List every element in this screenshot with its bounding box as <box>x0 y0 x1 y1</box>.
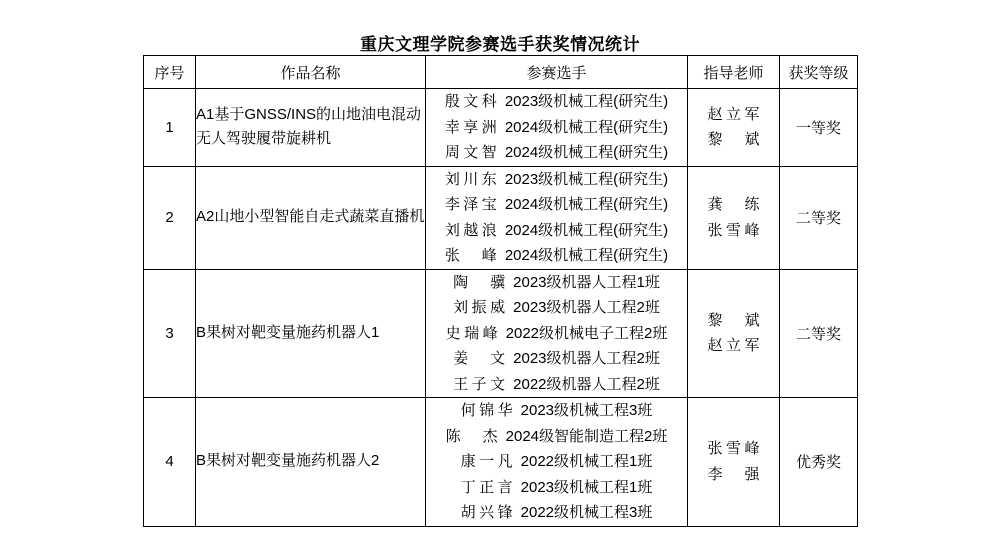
list-item <box>426 475 687 501</box>
member-name: 李泽宝 <box>444 196 497 213</box>
table-header-row <box>144 56 858 89</box>
list-item <box>426 321 687 347</box>
list-item <box>426 500 687 526</box>
member-name: 陶 骥 <box>453 273 506 291</box>
member-info: 2022级机械电子工程2班 <box>505 324 668 342</box>
coach-name: 赵立军 <box>707 337 760 355</box>
member-info: 2022级机械工程3班 <box>520 504 653 521</box>
cell-no: 2 <box>144 166 196 269</box>
member-info: 2023级机器人工程1班 <box>513 273 660 291</box>
cell-award: 二等奖 <box>780 166 858 269</box>
coach-item <box>688 333 779 359</box>
coach-item <box>688 102 779 128</box>
coach-name: 李 强 <box>707 465 760 483</box>
cell-work: B果树对靶变量施药机器人1 <box>196 269 426 398</box>
cell-coach <box>688 166 780 269</box>
column-header-no: 序号 <box>144 56 196 89</box>
cell-team <box>426 269 688 398</box>
member-name: 刘川东 <box>444 170 497 188</box>
member-name: 幸享洲 <box>444 118 497 136</box>
award-table-container <box>143 55 857 527</box>
cell-coach <box>688 269 780 398</box>
member-info: 2022级机器人工程2班 <box>513 375 660 393</box>
cell-coach <box>688 398 780 527</box>
list-item <box>426 449 687 475</box>
table-row <box>144 398 858 527</box>
cell-award: 一等奖 <box>780 89 858 167</box>
cell-no: 3 <box>144 269 196 398</box>
list-item <box>426 192 687 218</box>
coach-name: 张雪峰 <box>707 440 760 458</box>
cell-work: A2山地小型智能自走式蔬菜直播机 <box>196 166 426 269</box>
list-item <box>426 270 687 296</box>
coach-name: 龚 练 <box>707 196 760 213</box>
member-info: 2023级机械工程1班 <box>520 478 653 496</box>
member-name: 胡兴锋 <box>460 504 513 521</box>
member-info: 2024级机械工程(研究生) <box>504 247 669 264</box>
list-item <box>426 218 687 244</box>
member-name: 殷文科 <box>444 93 497 110</box>
coach-item <box>688 436 779 462</box>
member-name: 刘振威 <box>453 299 506 316</box>
list-item <box>426 295 687 321</box>
list-item <box>426 140 687 166</box>
list-item <box>426 346 687 372</box>
member-name: 何锦华 <box>460 402 513 419</box>
member-info: 2024级智能制造工程2班 <box>505 427 668 445</box>
cell-work: A1基于GNSS/INS的山地油电混动无人驾驶履带旋耕机 <box>196 89 426 167</box>
member-info: 2024级机械工程(研究生) <box>504 144 669 161</box>
coach-name: 赵立军 <box>707 105 760 123</box>
coach-name: 张雪峰 <box>707 221 760 239</box>
member-name: 刘越浪 <box>444 221 497 239</box>
coach-name: 黎 斌 <box>707 311 760 329</box>
list-item <box>426 167 687 193</box>
table-body <box>144 89 858 527</box>
coach-item <box>688 462 779 488</box>
cell-no: 4 <box>144 398 196 527</box>
list-item <box>426 424 687 450</box>
cell-team <box>426 89 688 167</box>
cell-award: 优秀奖 <box>780 398 858 527</box>
list-item <box>426 243 687 269</box>
member-info: 2024级机械工程(研究生) <box>504 221 669 239</box>
page-title: 重庆文理学院参赛选手获奖情况统计 <box>360 35 640 54</box>
table-header <box>144 56 858 89</box>
member-info: 2023级机械工程(研究生) <box>504 170 669 188</box>
member-name: 陈 杰 <box>445 427 498 445</box>
list-item <box>426 89 687 115</box>
list-item <box>426 115 687 141</box>
member-info: 2023级机械工程3班 <box>520 402 653 419</box>
member-name: 史瑞峰 <box>445 324 498 342</box>
cell-team <box>426 398 688 527</box>
coach-item <box>688 192 779 218</box>
member-info: 2024级机械工程(研究生) <box>504 118 669 136</box>
coach-item <box>688 127 779 153</box>
award-table <box>143 55 858 527</box>
cell-team <box>426 166 688 269</box>
member-info: 2022级机械工程1班 <box>520 453 653 470</box>
cell-work: B果树对靶变量施药机器人2 <box>196 398 426 527</box>
table-row <box>144 89 858 167</box>
member-name: 张 峰 <box>444 247 497 264</box>
member-info: 2023级机械工程(研究生) <box>504 93 669 110</box>
member-info: 2024级机械工程(研究生) <box>504 196 669 213</box>
list-item <box>426 372 687 398</box>
column-header-work: 作品名称 <box>196 56 426 89</box>
column-header-team: 参赛选手 <box>426 56 688 89</box>
member-name: 王子文 <box>453 375 506 393</box>
coach-item <box>688 308 779 334</box>
list-item <box>426 398 687 424</box>
member-name: 康一凡 <box>460 453 513 470</box>
column-header-coach: 指导老师 <box>688 56 780 89</box>
coach-name: 黎 斌 <box>707 131 760 149</box>
member-name: 姜 文 <box>453 350 506 367</box>
member-name: 周文智 <box>444 144 497 161</box>
column-header-award: 获奖等级 <box>780 56 858 89</box>
coach-item <box>688 218 779 244</box>
member-info: 2023级机器人工程2班 <box>513 350 660 367</box>
member-name: 丁正言 <box>460 478 513 496</box>
cell-no: 1 <box>144 89 196 167</box>
member-info: 2023级机器人工程2班 <box>513 299 660 316</box>
table-row <box>144 166 858 269</box>
cell-award: 二等奖 <box>780 269 858 398</box>
table-row <box>144 269 858 398</box>
cell-coach <box>688 89 780 167</box>
